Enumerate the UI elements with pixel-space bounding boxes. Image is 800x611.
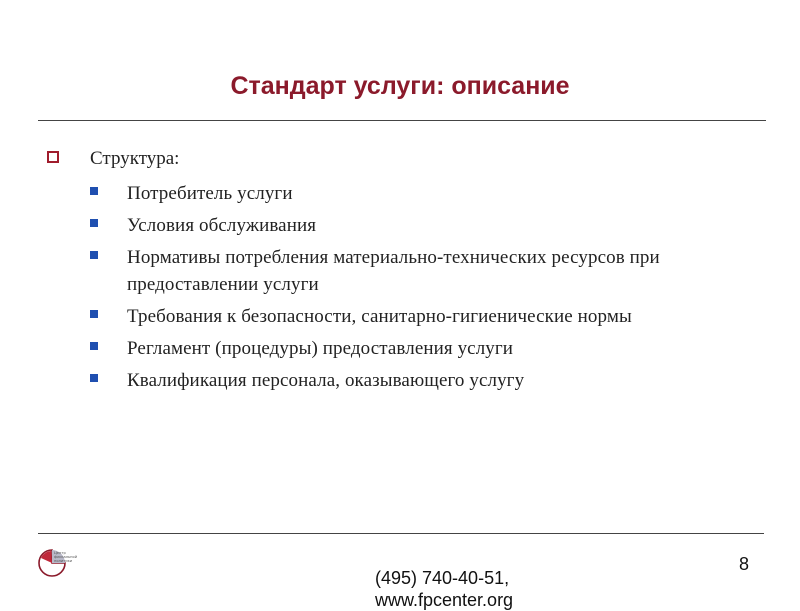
list-item: [90, 367, 760, 394]
logo-text: фискальной: [54, 555, 78, 559]
footer-website[interactable]: www.fpcenter.org: [375, 590, 514, 610]
hollow-square-bullet-icon: [47, 151, 59, 163]
list-item-text: Требования к безопасности, санитарно-гигиенические нормы: [127, 306, 632, 327]
square-bullet-icon: [90, 219, 98, 227]
list-item: [90, 244, 760, 298]
square-bullet-icon: [90, 251, 98, 259]
page-number: 8: [739, 554, 750, 574]
fiscal-policy-center-logo: [38, 546, 84, 582]
square-bullet-icon: [90, 342, 98, 350]
footer-phone: (495) 740-40-51,: [375, 568, 510, 588]
list-item: [90, 303, 760, 330]
logo-text: Центр: [54, 551, 66, 555]
square-bullet-icon: [90, 374, 98, 382]
square-bullet-icon: [90, 310, 98, 318]
list-item: [90, 180, 760, 207]
list-item-text: Нормативы потребления материально-технических ресурсов при предоставлении услуги: [127, 247, 660, 295]
title-divider: [38, 120, 766, 121]
structure-list: [90, 180, 760, 399]
list-item-text: Квалификация персонала, оказывающего услугу: [127, 370, 525, 391]
level1-label: Структура:: [90, 148, 180, 169]
footer-contact: [375, 567, 513, 611]
level1-item: [47, 147, 767, 171]
list-item-text: Регламент (процедуры) предоставления услуги: [127, 338, 514, 359]
list-item-text: Условия обслуживания: [127, 215, 317, 236]
slide-title: Стандарт услуги: описание: [230, 72, 570, 100]
list-item: [90, 335, 760, 362]
logo-text: политики: [54, 559, 73, 563]
square-bullet-icon: [90, 187, 98, 195]
footer-divider: [38, 533, 764, 534]
list-item: [90, 212, 760, 239]
list-item-text: Потребитель услуги: [127, 183, 293, 204]
